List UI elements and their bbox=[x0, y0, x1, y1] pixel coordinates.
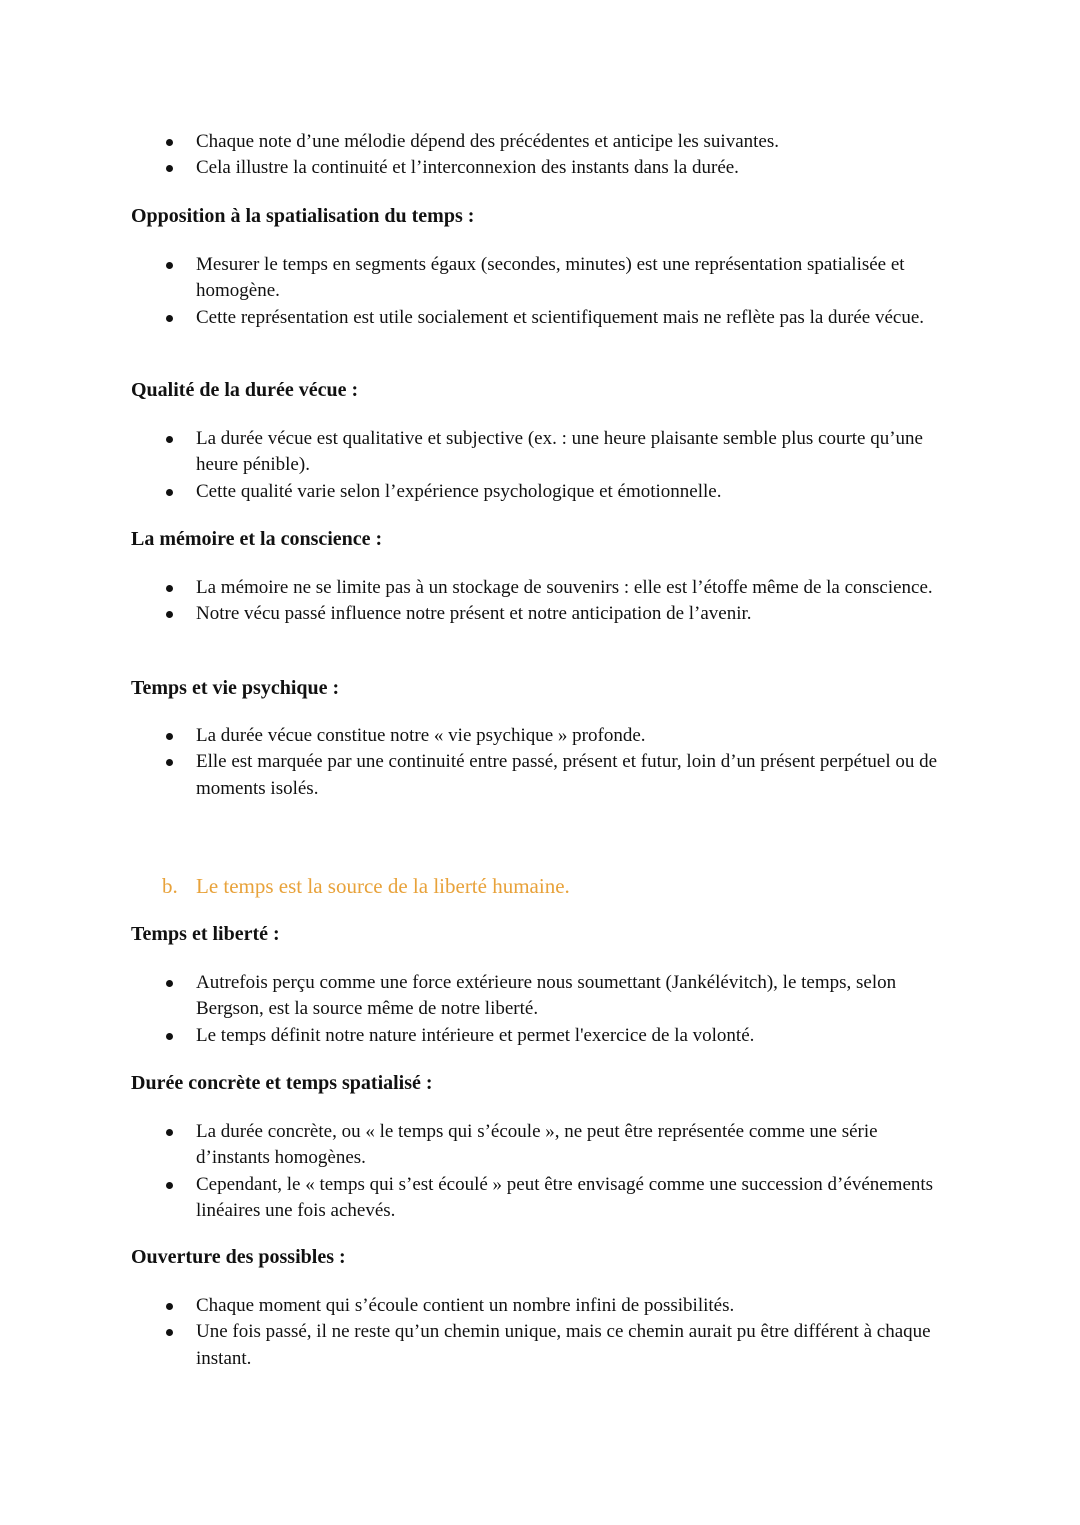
list-item: Cela illustre la continuité et l’interconnexion des instants dans la durée. bbox=[0, 155, 946, 181]
section-heading: Temps et liberté : bbox=[131, 923, 280, 945]
bullet-list bbox=[0, 575, 946, 628]
list-item: Cependant, le « temps qui s’est écoulé » peut être envisagé comme une succession d’événements linéaires une fois achevés. bbox=[0, 1172, 946, 1225]
list-item: Elle est marquée par une continuité entre passé, présent et futur, loin d’un présent perpétuel ou de moments isolés. bbox=[0, 749, 946, 802]
bullet-list bbox=[0, 252, 946, 331]
subsection-heading bbox=[162, 872, 570, 900]
list-item: La durée concrète, ou « le temps qui s’écoule », ne peut être représentée comme une série d’instants homogènes. bbox=[0, 1119, 946, 1172]
bullet-list bbox=[0, 1293, 946, 1372]
section-heading: Qualité de la durée vécue : bbox=[131, 379, 359, 401]
list-item: Chaque moment qui s’écoule contient un nombre infini de possibilités. bbox=[0, 1293, 946, 1319]
section-heading: Ouverture des possibles : bbox=[131, 1246, 346, 1268]
bullet-list bbox=[0, 970, 946, 1049]
subsection-number: b. bbox=[162, 874, 178, 898]
list-item: La durée vécue constitue notre « vie psychique » profonde. bbox=[0, 723, 946, 749]
section-heading: Opposition à la spatialisation du temps : bbox=[131, 205, 475, 227]
bullet-list bbox=[0, 723, 946, 802]
list-item: Le temps définit notre nature intérieure et permet l'exercice de la volonté. bbox=[0, 1023, 946, 1049]
list-item: Cette représentation est utile socialement et scientifiquement mais ne reflète pas la durée vécue. bbox=[0, 305, 946, 331]
list-item: La mémoire ne se limite pas à un stockage de souvenirs : elle est l’étoffe même de la conscience. bbox=[0, 575, 946, 601]
subsection-title: Le temps est la source de la liberté humaine. bbox=[196, 874, 570, 898]
list-item: Une fois passé, il ne reste qu’un chemin unique, mais ce chemin aurait pu être différent à chaque instant. bbox=[0, 1319, 946, 1372]
list-item: La durée vécue est qualitative et subjective (ex. : une heure plaisante semble plus courte qu’une heure pénible). bbox=[0, 426, 946, 479]
section-heading: Durée concrète et temps spatialisé : bbox=[131, 1072, 433, 1094]
bullet-list bbox=[0, 129, 946, 182]
bullet-list bbox=[0, 1119, 946, 1224]
list-item: Chaque note d’une mélodie dépend des précédentes et anticipe les suivantes. bbox=[0, 129, 946, 155]
list-item: Autrefois perçu comme une force extérieure nous soumettant (Jankélévitch), le temps, selon Bergson, est la source même de notre liberté. bbox=[0, 970, 946, 1023]
section-heading: La mémoire et la conscience : bbox=[131, 528, 383, 550]
section-heading: Temps et vie psychique : bbox=[131, 677, 340, 699]
list-item: Cette qualité varie selon l’expérience psychologique et émotionnelle. bbox=[0, 479, 946, 505]
list-item: Notre vécu passé influence notre présent et notre anticipation de l’avenir. bbox=[0, 601, 946, 627]
bullet-list bbox=[0, 426, 946, 505]
list-item: Mesurer le temps en segments égaux (secondes, minutes) est une représentation spatialisée et homogène. bbox=[0, 252, 946, 305]
